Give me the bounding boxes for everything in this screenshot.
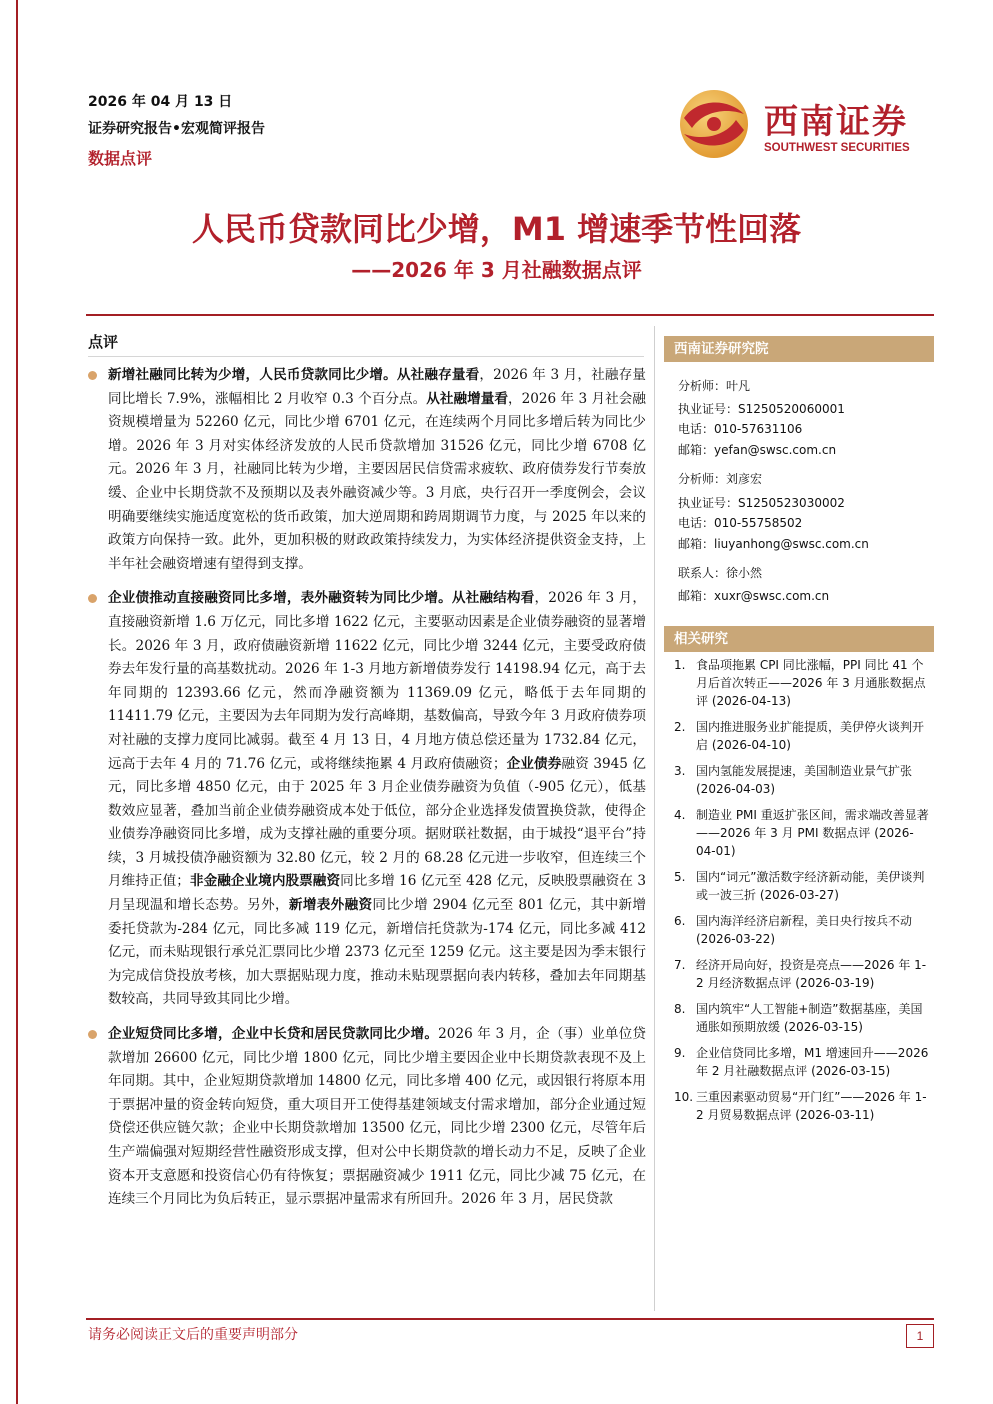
analyst-2-phone: 电话：010-55758502 [678, 516, 803, 530]
paragraph-lead: 企业短贷同比多增，企业中长贷和居民贷款同比少增。 [108, 1026, 439, 1043]
analyst-1-cert: 执业证号：S1250520060001 [678, 402, 845, 416]
analyst-2-cert: 执业证号：S1250523030002 [678, 496, 845, 510]
analyst-2-name: 分析师：刘彦宏 [678, 472, 763, 486]
related-item[interactable] [674, 1044, 932, 1080]
related-item-text: 国内氢能发展提速，美国制造业景气扩张 (2026-04-03) [696, 764, 913, 796]
related-item-number: 8. [674, 1002, 686, 1016]
related-item-text: 企业信贷同比多增，M1 增速回升——2026 年 2 月社融数据点评 (2026-03-15) [696, 1046, 929, 1078]
bullet-icon [88, 594, 97, 603]
related-item-number: 3. [674, 764, 686, 778]
paragraph-bold: 从社融增量看 [426, 390, 508, 407]
paragraph-text: ，2026 年 3 月社会融资规模增量为 52260 亿元，同比少增 6701 亿元，在连续两个月同比多增后转为同比少增。2026 年 3 月对实体经济发放的人民币贷款增加 31526 亿元，同比少增 6708 亿元。2026 年 3 月，社融同比转为少增，主要因居民信贷需求疲软、政府债券发行节奏放缓、企业中长期贷款不及预期以及表外融资减少等。3 月底，央行召开一季度例会，会议明确要继续实施适度宽松的货币政策，加大逆周期和跨周期调节力度，与 2025 年以来的政策方向保持一致。此外，更加积极的财政政策持续发力，为实体经济提供资金支持，上半年社会融资增速有望得到支撑。 [108, 390, 646, 572]
column-divider [654, 326, 655, 1311]
related-item-number: 5. [674, 870, 686, 884]
report-subtitle: ——2026 年 3 月社融数据点评 [351, 258, 642, 282]
related-item-number: 6. [674, 914, 686, 928]
paragraph-lead: 新增社融同比转为少增，人民币贷款同比少增。从社融存量看 [108, 367, 480, 383]
report-category: 数据点评 [88, 149, 153, 168]
related-item-text: 国内筑牢“人工智能+制造”数据基座，美国通胀如预期放缓 (2026-03-15) [696, 1002, 923, 1034]
related-item[interactable] [674, 868, 932, 904]
footer-disclaimer: 请务必阅读正文后的重要声明部分 [88, 1327, 298, 1343]
related-item-text: 国内海洋经济启新程，美日央行按兵不动 (2026-03-22) [696, 914, 913, 946]
related-item-text: 三重因素驱动贸易“开门红”——2026 年 1-2 月贸易数据点评 (2026-03-11) [696, 1090, 927, 1122]
paragraph-1 [86, 364, 646, 576]
company-logo [678, 88, 928, 166]
bullet-icon [88, 1030, 97, 1039]
section-divider [88, 356, 644, 357]
institute-header: 西南证券研究院 [664, 336, 934, 362]
logo-name-en: SOUTHWEST SECURITIES [764, 142, 910, 154]
paragraph-text: ，2026 年 3 月，社融存量同比增长 7.9%，涨幅相比 2 月收窄 0.3 个百分点。 [108, 367, 647, 407]
analyst-1-email[interactable]: 邮箱：yefan@swsc.com.cn [678, 443, 837, 457]
main-content [86, 364, 646, 1223]
paragraph-text: 同比多增 16 亿元至 428 亿元，反映股票融资在 3 月呈现温和增长态势。另外， [108, 873, 647, 914]
bullet-icon [88, 371, 97, 380]
report-date: 2026 年 04 月 13 日 [88, 94, 233, 110]
related-item[interactable] [674, 1000, 932, 1036]
paragraph-text: ，2026 年 3 月，直接融资新增 1.6 万亿元，同比多增 1622 亿元，主要驱动因素是企业债券融资的显著增长。2026 年 3 月，政府债融资新增 11622 亿元，同比少增 3244 亿元，主要受政府债券去年发行量的高基数扰动。2026 年 1-3 月地方新增债券发行 14198.94 亿元，高于去年同期的 12393.66 亿元，然而净融资额为 11369.09 亿元，略低于去年同期的 11411.79 亿元，主要因为去年同期为发行高峰期，基数偏高，导致今年 3 月政府债券项对社融的支撑力度同比减弱。截至 4 月 13 日，4 月地方债总偿还量为 1732.84 亿元，远高于去年 4 月的 71.76 亿元，或将继续拖累 4 月政府债融资； [108, 590, 646, 772]
analyst-1-phone: 电话：010-57631106 [678, 422, 803, 436]
related-item[interactable] [674, 656, 932, 710]
page-number: 1 [906, 1324, 934, 1348]
related-item-text: 食品项拖累 CPI 同比涨幅，PPI 同比 41 个月后首次转正——2026 年 3 月通胀数据点评 (2026-04-13) [696, 658, 926, 708]
related-item-number: 9. [674, 1046, 686, 1060]
related-item-number: 4. [674, 808, 686, 822]
related-item-text: 国内“词元”激活数字经济新动能，美伊谈判或一波三折 (2026-03-27) [696, 870, 925, 902]
report-type: 证券研究报告•宏观简评报告 [88, 121, 265, 137]
related-item-number: 7. [674, 958, 686, 972]
related-item-text: 国内推进服务业扩能提质，美伊停火谈判开启 (2026-04-10) [696, 720, 925, 752]
paragraph-lead: 企业债推动直接融资同比多增，表外融资转为同比少增。从社融结构看 [108, 590, 535, 607]
related-item-number: 10. [674, 1090, 694, 1104]
related-item-text: 经济开局向好，投资是亮点——2026 年 1-2 月经济数据点评 (2026-03-19) [696, 958, 927, 990]
related-item[interactable] [674, 956, 932, 992]
section-label: 点评 [88, 333, 119, 351]
paragraph-2 [86, 587, 646, 1012]
related-research-header: 相关研究 [664, 626, 934, 652]
paragraph-bold: 企业债券 [506, 755, 562, 772]
related-research-list [674, 656, 932, 1132]
related-item[interactable] [674, 762, 932, 798]
related-item[interactable] [674, 912, 932, 948]
paragraph-3 [86, 1023, 646, 1212]
contact-name: 联系人：徐小然 [678, 566, 763, 580]
footer-divider [86, 1318, 934, 1320]
logo-mark-icon [678, 88, 750, 160]
title-divider [86, 314, 934, 316]
analyst-2-email[interactable]: 邮箱：liuyanhong@swsc.com.cn [678, 537, 869, 551]
contact-email[interactable]: 邮箱：xuxr@swsc.com.cn [678, 589, 830, 603]
related-item[interactable] [674, 1088, 932, 1124]
paragraph-text: 同比少增 2904 亿元至 801 亿元，其中新增委托贷款为-284 亿元，同比多减 119 亿元，新增信托贷款为-174 亿元，同比多减 412 亿元，而未贴现银行承兑汇票同比少增 2373 亿元至 1259 亿元。这主要是因为季末银行为完成信贷投放考核，加大票据贴现力度，推动未贴现票据向表内转移，叠加去年同期基数较高，共同导致其同比少增。 [108, 897, 647, 1008]
paragraph-bold: 非金融企业境内股票融资 [189, 873, 341, 890]
analyst-1-name: 分析师：叶凡 [678, 379, 751, 393]
related-item[interactable] [674, 718, 932, 754]
related-item-number: 1. [674, 658, 686, 672]
paragraph-text: 2026 年 3 月，企（事）业单位贷款增加 26600 亿元，同比少增 1800 亿元，同比少增主要因企业中长期贷款表现不及上年同期。其中，企业短期贷款增加 14800 亿元，同比多增 400 亿元，或因银行将原本用于票据冲量的资金转向短贷，重大项目开工使得基建领域支付需求增加，部分企业通过短贷偿还供应链欠款；企业中长期贷款增加 13500 亿元，同比少增 2300 亿元，尽管年后生产端偏强对短期经营性融资形成支撑，但对公中长期贷款的增长动力不足，反映了企业资本开支意愿和投资信心仍有待恢复；票据融资减少 1911 亿元，同比少减 75 亿元，在连续三个月同比为负后转正，显示票据冲量需求有所回升。2026 年 3 月，居民贷款 [108, 1026, 646, 1208]
report-title: 人民币贷款同比少增，M1 增速季节性回落 [191, 210, 802, 248]
related-item-number: 2. [674, 720, 686, 734]
paragraph-text: 融资 3945 亿元，同比多增 4850 亿元，由于 2025 年 3 月企业债券融资为负值（-905 亿元），低基数效应显著，叠加当前企业债券融资成本处于低位，部分企业选择发债置换贷款，使得企业债券净融资同比多增，成为支撑社融的重要分项。据财联社数据，由于城投“退平台”持续，3 月城投债净融资额为 32.80 亿元，较 2 月的 68.28 亿元进一步收窄，但连续三个月维持正值； [108, 755, 647, 890]
related-item-text: 制造业 PMI 重返扩张区间，需求端改善显著——2026 年 3 月 PMI 数据点评 (2026-04-01) [696, 808, 929, 858]
logo-name-cn: 西南证券 [764, 102, 908, 142]
related-item[interactable] [674, 806, 932, 860]
paragraph-bold: 新增表外融资 [288, 897, 373, 914]
